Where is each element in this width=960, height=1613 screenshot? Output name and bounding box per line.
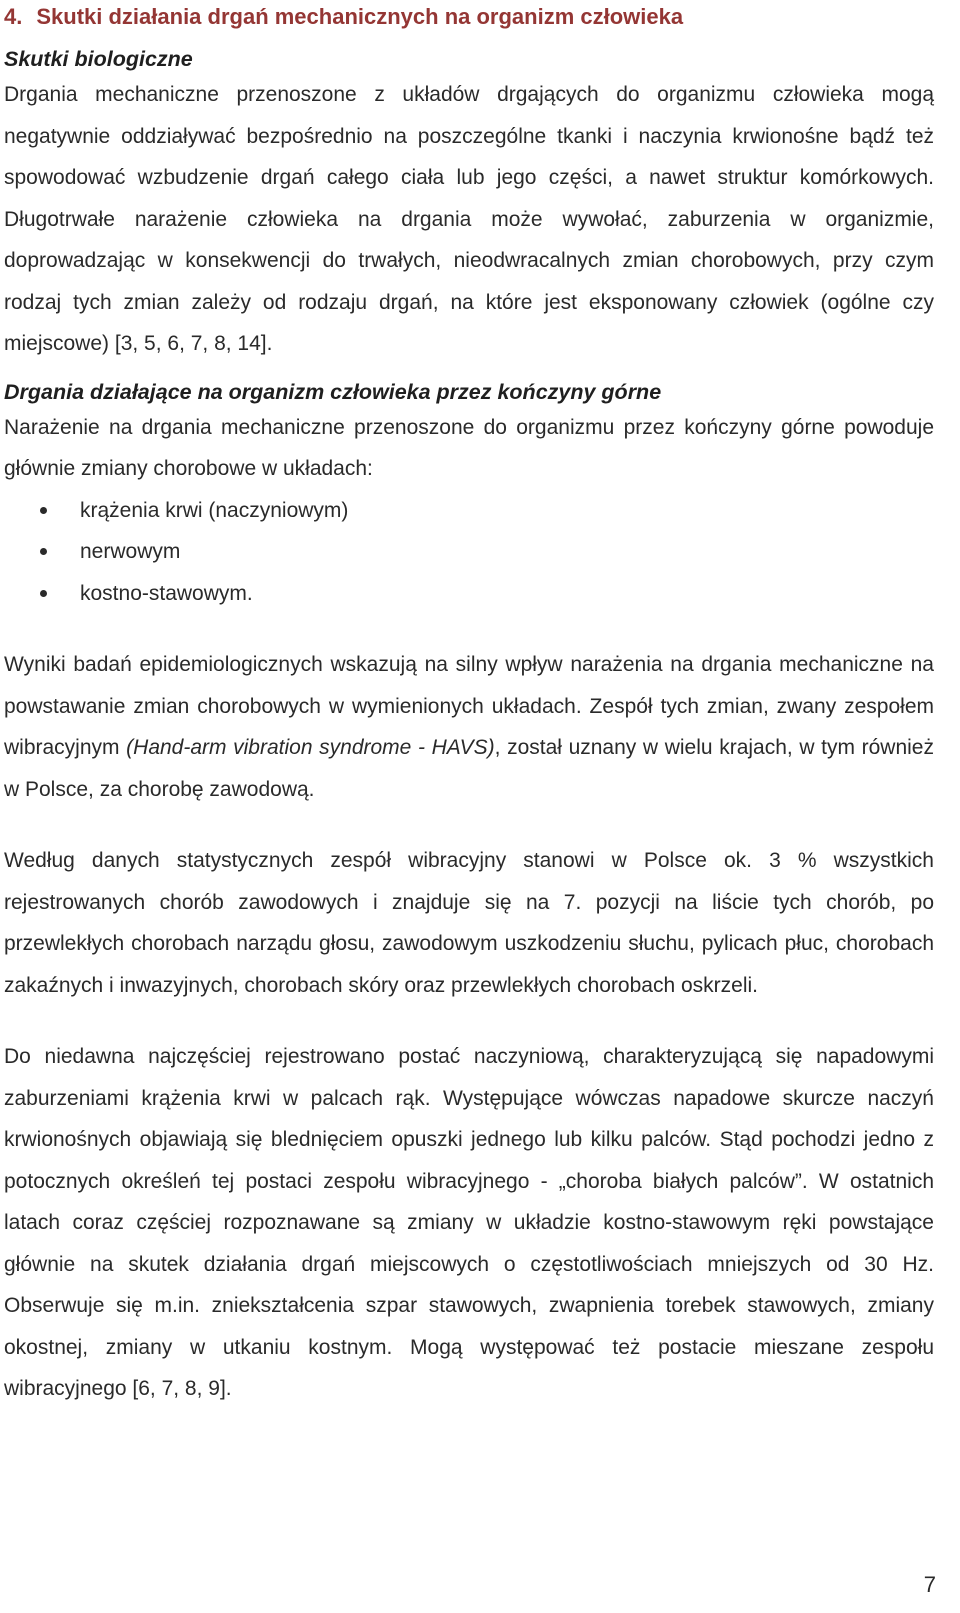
list-item [4, 531, 934, 573]
paragraph-biological: Drgania mechaniczne przenoszone z układów drgających do organizmu człowieka mogą negatywnie oddziaływać bezpośrednio na poszczególne tkanki i naczynia krwionośne bądź też spowodować wzbudzenie drgań całego ciała lub jego części, a nawet struktur komórkowych. Długotrwałe narażenie człowieka na drgania może wywołać, zaburzenia w organizmie, doprowadzając w konsekwencji do trwałych, nieodwracalnych zmian chorobowych, przy czym rodzaj tych zmian zależy od rodzaju drgań, na które jest eksponowany człowiek (ogólne czy miejscowe) [3, 5, 6, 7, 8, 14]. [4, 83, 934, 355]
section-title: Skutki działania drgań mechanicznych na organizm człowieka [36, 4, 684, 29]
bullet-icon [40, 590, 47, 597]
list-item [4, 573, 934, 615]
subheading-biological: Skutki biologiczne [4, 47, 193, 71]
document-page [4, 0, 934, 1410]
spacer [4, 810, 934, 840]
bullet-icon [40, 548, 47, 555]
page-number: 7 [923, 1572, 936, 1597]
spacer [4, 614, 934, 644]
subheading-upper-limbs: Drgania działające na organizm człowieka przez kończyny górne [4, 379, 662, 404]
spacer [4, 1006, 934, 1036]
paragraph-epidemiology-text-a: Wyniki badań epidemiologicznych wskazują na silny wpływ narażenia na drgania mechaniczne na powstawanie zmian chorobowych w wymienionych układach. Zespół tych zmian, zwany zespołem wibracyjnym [4, 653, 934, 759]
paragraph-upper-limbs-intro: Narażenie na drgania mechaniczne przenoszone do organizmu przez kończyny górne powoduje głównie zmiany chorobowe w układach: [4, 415, 934, 480]
list-item [4, 490, 934, 532]
bullet-icon [40, 507, 47, 514]
paragraph-epidemiology-text-b: , został uznany w wielu krajach, w tym również w Polsce, za chorobę zawodową. [4, 736, 934, 801]
section-heading [4, 0, 934, 32]
havs-term: (Hand-arm vibration syndrome - HAVS) [126, 736, 495, 759]
list-item-text: nerwowym [80, 540, 181, 563]
systems-list [4, 490, 934, 615]
section-number: 4. [4, 4, 23, 29]
list-item-text: krążenia krwi (naczyniowym) [80, 498, 349, 522]
paragraph-epidemiology [4, 644, 934, 810]
paragraph-statistics: Według danych statystycznych zespół wibracyjny stanowi w Polsce ok. 3 % wszystkich rejestrowanych chorób zawodowych i znajduje się na 7. pozycji na liście tych chorób, po przewlekłych chorobach narządu głosu, zawodowym uszkodzeniu słuchu, pylicach płuc, chorobach zakaźnych i inwazyjnych, chorobach skóry oraz przewlekłych chorobach oskrzeli. [4, 849, 934, 997]
list-item-text: kostno-stawowym. [80, 581, 253, 605]
paragraph-forms: Do niedawna najczęściej rejestrowano postać naczyniową, charakteryzującą się napadowymi zaburzeniami krążenia krwi w palcach rąk. Występujące wówczas napadowe skurcze naczyń krwionośnych objawiają się blednięciem opuszki jednego lub kilku palców. Stąd pochodzi jedno z potocznych określeń tej postaci zespołu wibracyjnego - „choroba białych palców”. W ostatnich latach coraz częściej rozpoznawane są zmiany w układzie kostno-stawowym ręki powstające głównie na skutek działania drgań miejscowych o częstotliwościach mniejszych od 30 Hz. Obserwuje się m.in. zniekształcenia szpar stawowych, zwapnienia torebek stawowych, zmiany okostnej, zmiany w utkaniu kostnym. Mogą występować też postacie mieszane zespołu wibracyjnego [6, 7, 8, 9]. [4, 1045, 934, 1400]
